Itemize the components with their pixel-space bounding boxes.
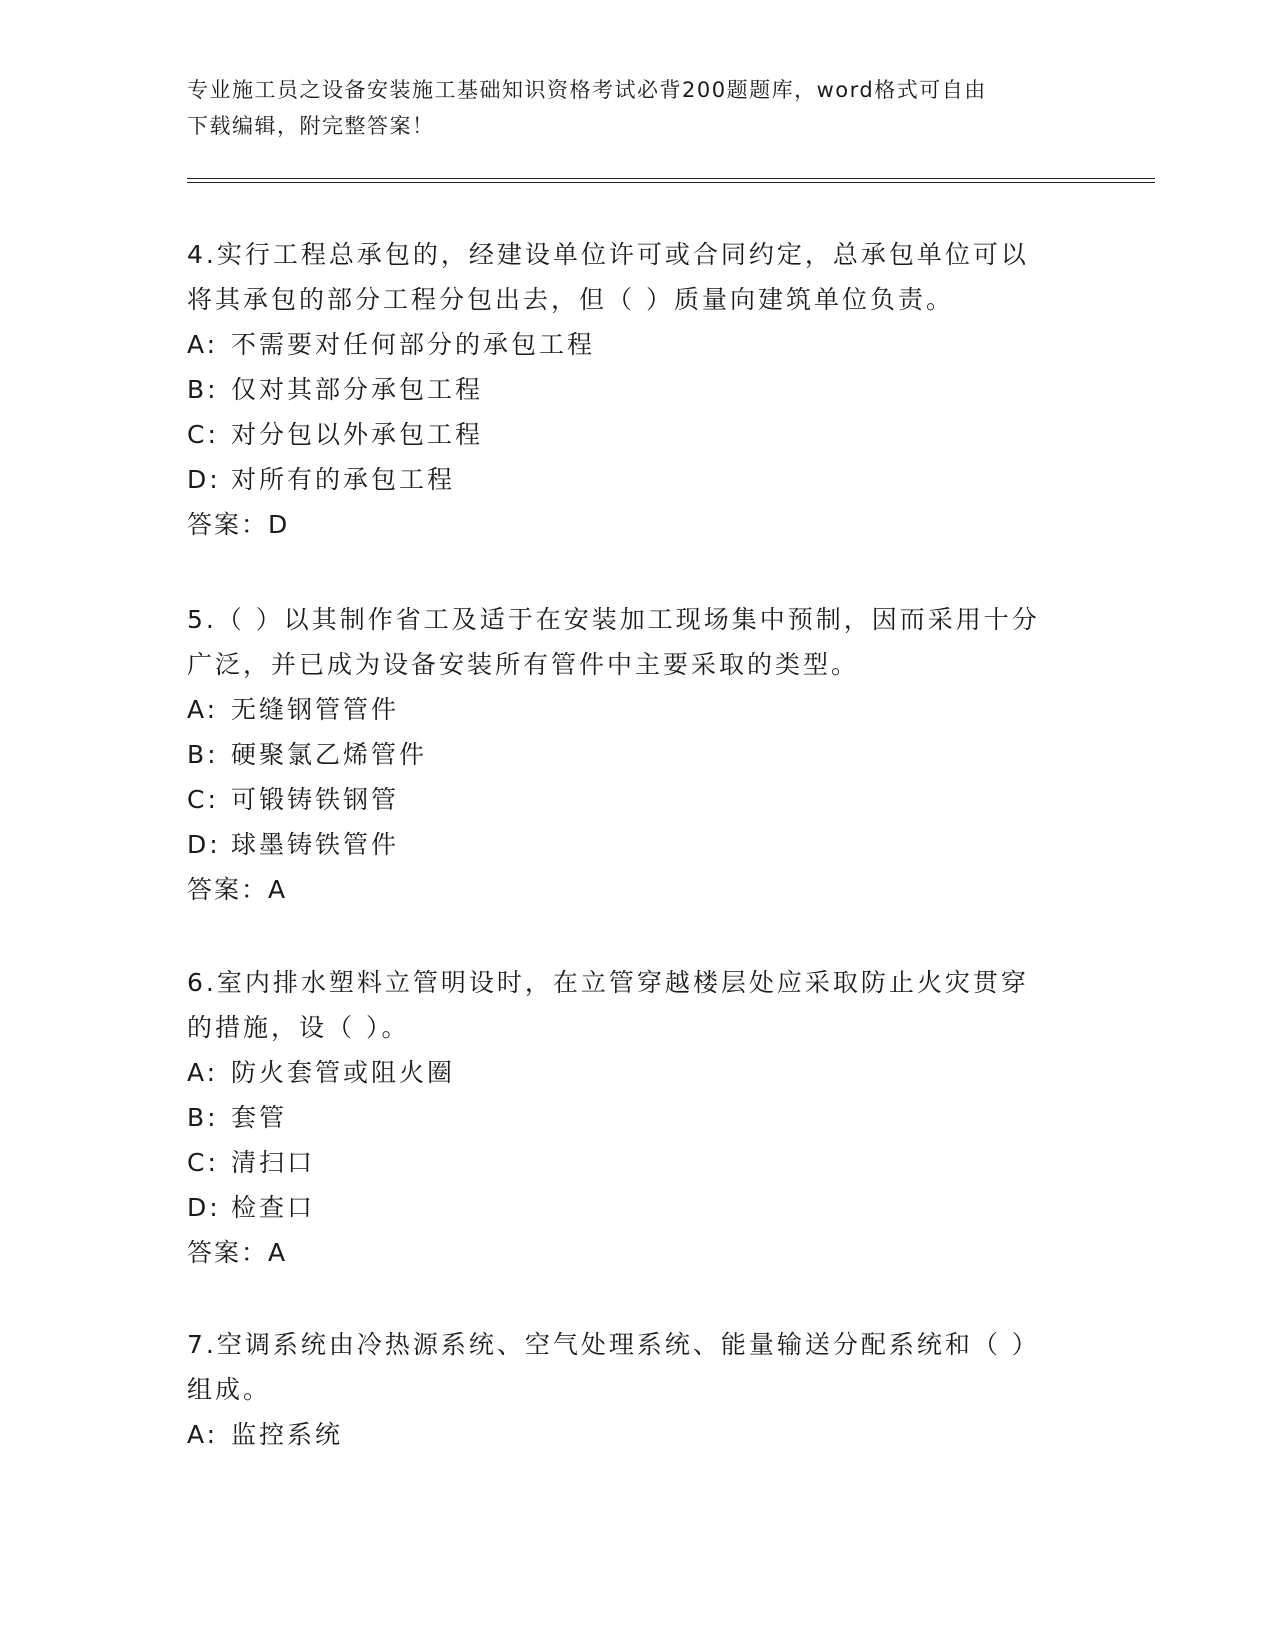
option-text: 硬聚氯乙烯管件: [231, 740, 428, 769]
option-letter: D:: [187, 1193, 221, 1222]
option-letter: A:: [187, 695, 219, 724]
option-text: 不需要对任何部分的承包工程: [231, 330, 596, 359]
option-letter: B:: [187, 1103, 219, 1132]
answer-label: 答案：: [187, 875, 269, 904]
option-a: [187, 1412, 1087, 1457]
option-text: 可锻铸铁钢管: [231, 785, 400, 814]
option-c: [187, 1140, 1087, 1185]
option-text: 球墨铸铁管件: [231, 830, 400, 859]
option-letter: B:: [187, 375, 219, 404]
option-b: [187, 732, 1087, 777]
option-letter: C:: [187, 785, 219, 814]
question-4: [187, 232, 1087, 547]
option-a: [187, 1050, 1087, 1095]
answer-value: A: [268, 1238, 286, 1267]
option-b: [187, 367, 1087, 412]
option-b: [187, 1095, 1087, 1140]
option-d: [187, 1185, 1087, 1230]
option-c: [187, 777, 1087, 822]
option-text: 监控系统: [231, 1420, 344, 1449]
header-title-line-1: 专业施工员之设备安装施工基础知识资格考试必背200题题库，word格式可自由: [187, 78, 987, 102]
option-text: 对分包以外承包工程: [231, 420, 484, 449]
document-header: [187, 72, 1087, 144]
option-letter: A:: [187, 330, 219, 359]
header-title-line-2: 下载编辑，附完整答案！: [187, 114, 435, 138]
option-text: 仅对其部分承包工程: [231, 375, 484, 404]
option-d: [187, 822, 1087, 867]
question-5: [187, 597, 1087, 912]
answer-label: 答案：: [187, 1238, 269, 1267]
question-stem-line: 4.实行工程总承包的，经建设单位许可或合同约定，总承包单位可以: [187, 240, 1029, 269]
option-text: 检查口: [231, 1193, 316, 1222]
option-letter: D:: [187, 830, 221, 859]
option-c: [187, 412, 1087, 457]
option-text: 对所有的承包工程: [231, 465, 456, 494]
option-letter: C:: [187, 1148, 219, 1177]
option-text: 无缝钢管管件: [231, 695, 400, 724]
question-7: [187, 1322, 1087, 1457]
answer-line: [187, 502, 1087, 547]
answer-line: [187, 867, 1087, 912]
question-stem-line: 广泛，并已成为设备安装所有管件中主要采取的类型。: [187, 650, 860, 679]
option-letter: D:: [187, 465, 221, 494]
question-stem-line: 组成。: [187, 1375, 272, 1404]
option-text: 清扫口: [231, 1148, 316, 1177]
question-stem-line: 5.（ ）以其制作省工及适于在安装加工现场集中预制，因而采用十分: [187, 605, 1040, 634]
option-d: [187, 457, 1087, 502]
option-letter: A:: [187, 1058, 219, 1087]
option-a: [187, 687, 1087, 732]
option-letter: C:: [187, 420, 219, 449]
answer-label: 答案：: [187, 510, 269, 539]
question-stem-line: 7.空调系统由冷热源系统、空气处理系统、能量输送分配系统和（ ）: [187, 1330, 1040, 1359]
header-divider-bottom: [187, 182, 1155, 183]
question-stem-line: 将其承包的部分工程分包出去，但（ ）质量向建筑单位负责。: [187, 285, 954, 314]
question-stem-line: 6.室内排水塑料立管明设时，在立管穿越楼层处应采取防止火灾贯穿: [187, 968, 1029, 997]
question-stem-line: 的措施，设（ ）。: [187, 1013, 410, 1042]
answer-value: A: [268, 875, 286, 904]
question-6: [187, 960, 1087, 1275]
option-text: 套管: [231, 1103, 288, 1132]
option-text: 防火套管或阻火圈: [231, 1058, 456, 1087]
option-letter: B:: [187, 740, 219, 769]
answer-value: D: [268, 510, 288, 539]
header-divider-top: [187, 178, 1155, 179]
option-letter: A:: [187, 1420, 219, 1449]
answer-line: [187, 1230, 1087, 1275]
option-a: [187, 322, 1087, 367]
